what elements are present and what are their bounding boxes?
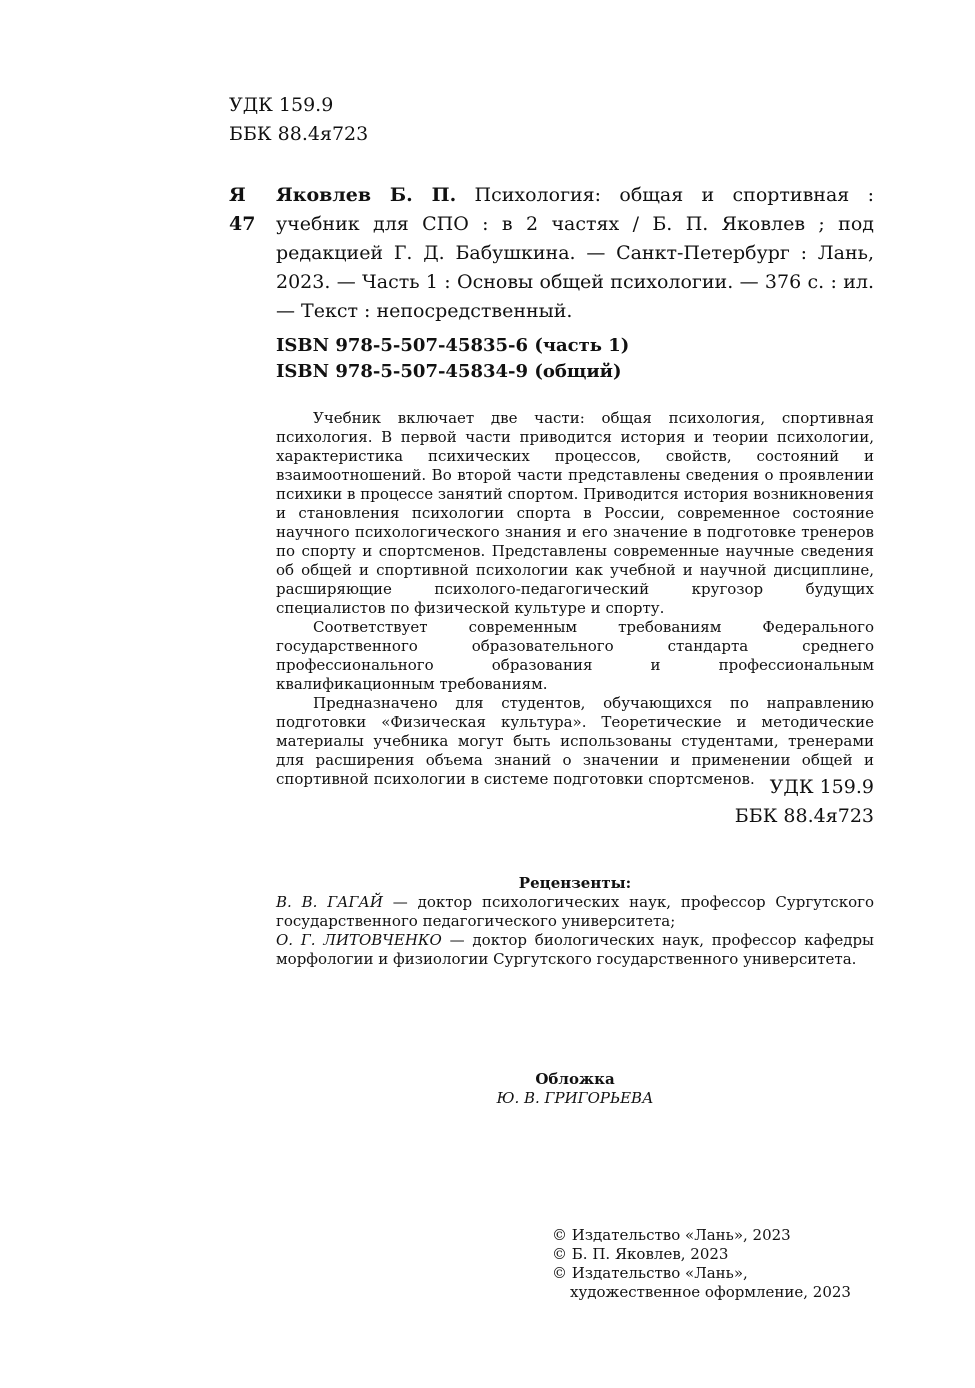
bbk-code: ББК 88.4я723	[229, 123, 369, 145]
reviewer-name: О. Г. ЛИТОВЧЕНКО	[276, 931, 442, 949]
reviewer-entry	[276, 931, 874, 969]
annotation	[276, 409, 874, 789]
bibliographic-record	[276, 181, 874, 326]
isbn-general: ISBN 978-5-507-45834-9 (общий)	[276, 361, 622, 382]
reviewer-credentials: — доктор психологических наук, профессор Сургутского государственного педагогического университета;	[276, 893, 874, 930]
reviewers-section	[276, 874, 874, 969]
udk-code: УДК 159.9	[229, 94, 334, 116]
classification-block-top	[229, 91, 368, 149]
udk-code: УДК 159.9	[769, 776, 874, 798]
author-name: Яковлев Б. П.	[276, 184, 457, 206]
copyright-line: © Б. П. Яковлев, 2023	[552, 1245, 729, 1263]
reviewer-entry	[276, 893, 874, 931]
annotation-paragraph: Учебник включает две части: общая психология, спортивная психология. В первой части приводится история и теории психологии, характеристика психических процессов, свойств, состояний и взаимоотношений. Во второй части представлены сведения о проявлении психики в процессе занятий спортом. Приводится история возникновения и становления психологии спорта в России, современное состояние научного психологического знания и его значение в подготовке тренеров по спорту и спортсменов. Представлены современные научные сведения об общей и спортивной психологии как учебной и научной дисциплине, расширяющие психолого-педагогический кругозор будущих специалистов по физической культуре и спорту.	[276, 409, 874, 617]
bbk-code: ББК 88.4я723	[734, 805, 874, 827]
reviewers-heading: Рецензенты:	[518, 874, 632, 892]
copyright-line: художественное оформление, 2023	[570, 1283, 851, 1301]
annotation-paragraph: Предназначено для студентов, обучающихся по направлению подготовки «Физическая культура». Теоретические и методические материалы учебника могут быть использованы студентами, тренерами для расширения объема знаний о значении и применении общей и спортивной психологии в системе подготовки спортсменов.	[276, 694, 874, 788]
cover-designer: Ю. В. ГРИГОРЬЕВА	[496, 1089, 654, 1107]
copyright-line: © Издательство «Лань»,	[552, 1264, 748, 1282]
reviewer-credentials: — доктор биологических наук, профессор кафедры морфологии и физиологии Сургутского государственного университета.	[276, 931, 874, 968]
copyright-block	[552, 1226, 882, 1302]
annotation-paragraph: Соответствует современным требованиям Федерального государственного образовательного стандарта среднего профессионального образования и профессиональным квалификационным требованиям.	[276, 618, 874, 693]
classification-block-bottom	[600, 773, 874, 831]
cover-heading: Обложка	[535, 1070, 615, 1088]
bibliographic-description: Психология: общая и спортивная : учебник для СПО : в 2 частях / Б. П. Яковлев ; под редакцией Г. Д. Бабушкина. — Санкт-Петербург : Лань, 2023. — Часть 1 : Основы общей психологии. — 376 с. : ил. — Текст : непосредственный.	[276, 184, 874, 322]
copyright-line: © Издательство «Лань», 2023	[552, 1226, 791, 1244]
isbn-part: ISBN 978-5-507-45835-6 (часть 1)	[276, 335, 630, 356]
author-index-code: Я 47	[229, 184, 256, 235]
isbn-block	[276, 333, 874, 385]
reviewer-name: В. В. ГАГАЙ	[276, 893, 383, 911]
cover-credit	[276, 1070, 874, 1108]
